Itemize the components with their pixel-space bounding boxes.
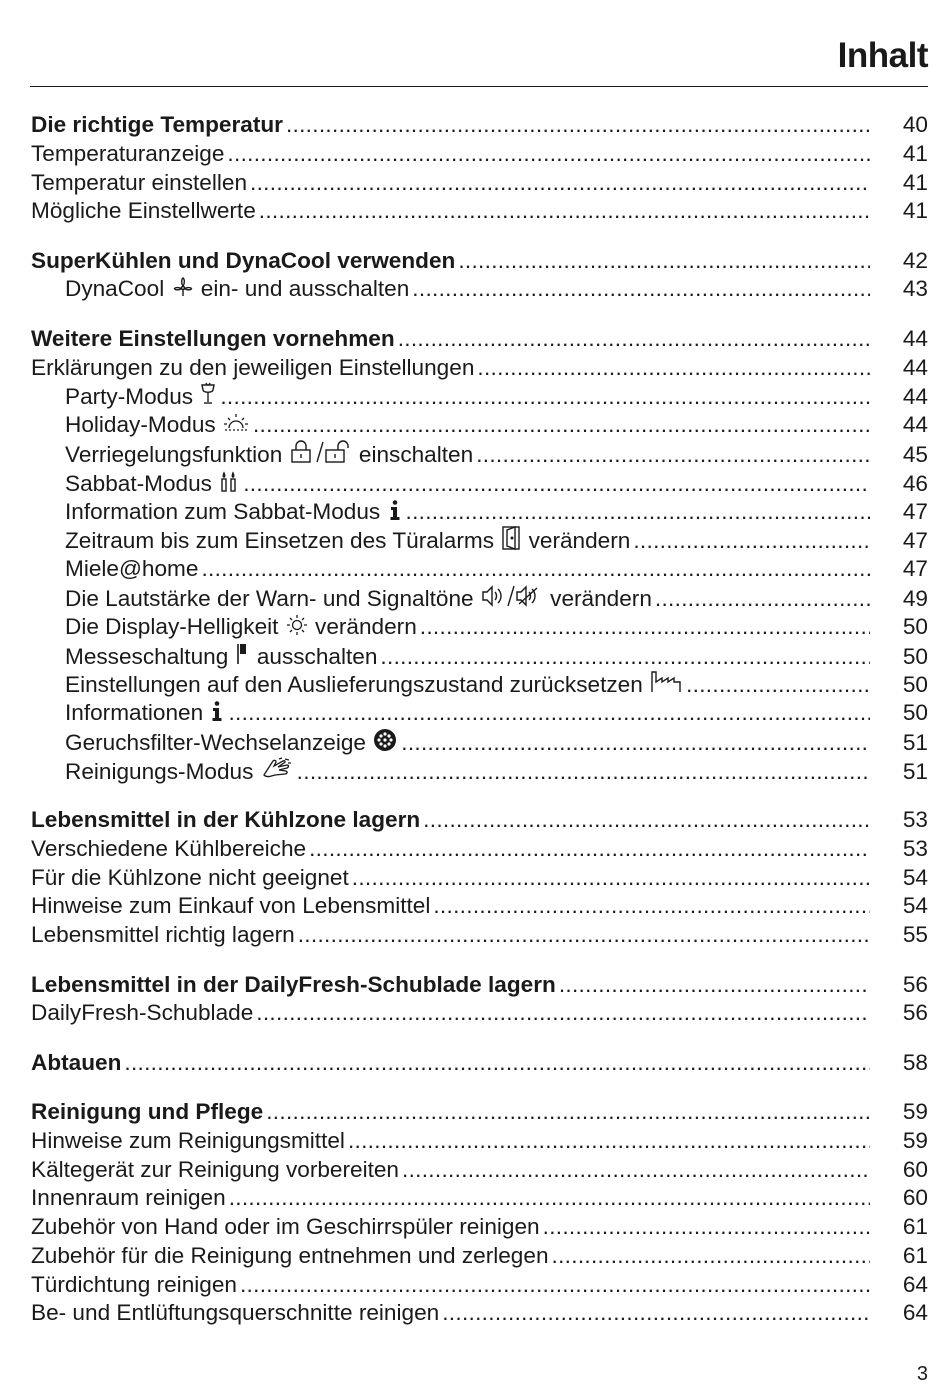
dot-leader	[633, 527, 870, 556]
toc-entry-label	[65, 498, 403, 529]
toc-entry-text: Innenraum reinigen	[31, 1185, 226, 1211]
brightness-icon	[286, 614, 308, 644]
toc-entry-text: Verschiedene Kühlbereiche	[31, 835, 307, 861]
lock-unlock-icon	[290, 440, 352, 472]
toc-entry-label	[31, 892, 430, 921]
toc-entry-label	[65, 440, 473, 472]
toc-entry-text: Reinigung und Pflege	[31, 1098, 264, 1124]
toc-entry-text-suffix: einschalten	[358, 441, 474, 467]
toc-entry-text: Temperaturanzeige	[31, 140, 225, 166]
toc-entry-text: Information zum Sabbat-Modus	[65, 498, 381, 524]
dot-leader	[686, 671, 870, 700]
page-header	[30, 30, 928, 87]
toc-entry[interactable]	[31, 1184, 928, 1213]
demo-mode-icon	[236, 642, 250, 674]
dot-leader	[227, 140, 870, 169]
toc-entry-text: Abtauen	[31, 1049, 122, 1075]
toc-entry-label	[65, 469, 240, 501]
toc-entry-label	[31, 921, 295, 950]
toc-page-number: 49	[902, 585, 928, 611]
toc-entry-text: Erklärungen zu den jeweiligen Einstellungen	[31, 354, 475, 380]
toc-section	[31, 247, 928, 305]
toc-section	[31, 325, 928, 786]
toc-entry[interactable]	[31, 1156, 928, 1185]
toc-chapter[interactable]	[31, 111, 928, 140]
dot-leader	[477, 354, 870, 383]
toc-entry[interactable]	[31, 382, 928, 411]
dot-leader	[228, 699, 870, 728]
toc-page-number: 47	[902, 556, 928, 582]
toc-entry-text: Holiday-Modus	[65, 412, 216, 438]
toc-entry-text: Mögliche Einstellwerte	[31, 198, 256, 224]
toc-entry[interactable]	[31, 140, 928, 169]
toc-page-number: 50	[902, 643, 928, 669]
dot-leader	[398, 325, 870, 354]
toc-page-number: 44	[902, 325, 928, 351]
toc-entry-label	[31, 1098, 263, 1127]
toc-page-number: 41	[902, 198, 928, 224]
toc-entry-label	[65, 382, 217, 414]
dot-leader	[433, 892, 870, 921]
toc-entry[interactable]	[31, 642, 928, 671]
toc-entry[interactable]	[31, 169, 928, 198]
dot-leader	[348, 1127, 870, 1156]
page-number: 3	[916, 1363, 928, 1385]
toc-page-number: 64	[902, 1271, 928, 1297]
toc-entry-text-suffix: ausschalten	[256, 643, 378, 669]
toc-page-number: 44	[902, 354, 928, 380]
toc-entry[interactable]	[31, 498, 928, 527]
toc-entry-text: Kältegerät zur Reinigung vorbereiten	[31, 1156, 399, 1182]
dot-leader	[220, 383, 870, 412]
toc-entry[interactable]	[31, 999, 928, 1028]
toc-section	[31, 1098, 928, 1328]
toc-entry-text: Lebensmittel in der DailyFresh-Schublade lagern	[31, 971, 556, 997]
toc-entry-text: Hinweise zum Reinigungsmittel	[31, 1127, 345, 1153]
toc-entry-label	[31, 999, 253, 1028]
toc-page-number: 56	[902, 971, 928, 997]
toc-chapter[interactable]	[31, 1098, 928, 1127]
toc-entry-text: Zeitraum bis zum Einsetzen des Türalarms	[65, 528, 495, 554]
door-icon	[501, 526, 521, 558]
toc-page-number: 56	[902, 1000, 928, 1026]
odour-filter-icon	[373, 728, 397, 760]
toc-entry-text-suffix: verändern	[528, 528, 631, 554]
toc-page-number: 61	[902, 1214, 928, 1240]
toc-page-number: 41	[902, 140, 928, 166]
toc-entry-text: Hinweise zum Einkauf von Lebensmittel	[31, 893, 431, 919]
holiday-sun-icon	[223, 412, 249, 442]
toc-entry[interactable]	[31, 1127, 928, 1156]
toc-entry-text: Reinigungs-Modus	[65, 758, 254, 784]
toc-entry-label	[31, 325, 395, 354]
toc-page-number: 44	[902, 384, 928, 410]
toc-entry-text: Sabbat-Modus	[65, 470, 212, 496]
toc-entry-label	[31, 197, 256, 226]
dot-leader	[253, 411, 870, 440]
dot-leader	[286, 111, 870, 140]
toc-entry-label	[31, 1213, 540, 1242]
dot-leader	[201, 555, 870, 584]
toc-entry-text: Zubehör für die Reinigung entnehmen und zerlegen	[31, 1242, 549, 1268]
toc-page-number: 58	[902, 1049, 928, 1075]
toc-section	[31, 971, 928, 1029]
toc-page-number: 47	[902, 528, 928, 554]
toc-page-number: 59	[902, 1127, 928, 1153]
toc-entry-text-suffix: ein- und ausschalten	[200, 276, 410, 302]
toc-page-number: 59	[902, 1098, 928, 1124]
toc-entry[interactable]	[31, 275, 928, 304]
toc-entry[interactable]	[31, 197, 928, 226]
toc-entry-text: Für die Kühlzone nicht geeignet	[31, 864, 349, 890]
toc-entry[interactable]	[31, 613, 928, 642]
table-of-contents	[31, 111, 928, 1349]
toc-page-number: 40	[902, 112, 928, 137]
toc-entry-text: Geruchsfilter-Wechselanzeige	[65, 729, 366, 755]
dot-leader	[256, 999, 870, 1028]
toc-page-number: 50	[902, 700, 928, 726]
toc-entry-label	[31, 1127, 345, 1156]
toc-entry-label	[31, 354, 474, 383]
toc-entry-label	[31, 1271, 237, 1300]
toc-entry-label	[31, 140, 224, 169]
dot-leader	[259, 197, 870, 226]
toc-entry-text-suffix: verändern	[315, 613, 417, 639]
toc-entry[interactable]	[31, 1242, 928, 1271]
toc-chapter[interactable]	[31, 247, 928, 276]
toc-entry[interactable]	[31, 864, 928, 893]
dot-leader	[401, 729, 870, 758]
dot-leader	[552, 1242, 870, 1271]
toc-entry-label	[65, 699, 225, 730]
sabbath-candles-icon	[219, 469, 239, 501]
dot-leader	[420, 613, 870, 642]
toc-entry[interactable]	[31, 1271, 928, 1300]
toc-entry-text: Temperatur einstellen	[31, 169, 248, 195]
toc-page-number: 45	[902, 441, 928, 467]
toc-entry-label	[31, 971, 556, 1000]
toc-page-number: 44	[902, 412, 928, 438]
toc-chapter[interactable]	[31, 806, 928, 835]
toc-entry[interactable]	[31, 354, 928, 383]
toc-entry-text: Die Lautstärke der Warn- und Signaltöne	[65, 585, 474, 611]
toc-entry[interactable]	[31, 555, 928, 584]
toc-entry[interactable]	[31, 1299, 928, 1328]
toc-page-number: 54	[902, 864, 928, 890]
toc-entry-text: Lebensmittel in der Kühlzone lagern	[31, 807, 421, 833]
dot-leader	[243, 470, 870, 499]
cleaning-hand-icon	[261, 757, 293, 789]
toc-entry-label	[65, 526, 630, 558]
toc-entry-text: Die Display-Helligkeit	[65, 613, 279, 639]
toc-entry-label	[65, 555, 198, 584]
dot-leader	[458, 247, 870, 276]
toc-chapter[interactable]	[31, 971, 928, 1000]
toc-entry-text: DailyFresh-Schublade	[31, 1000, 254, 1026]
factory-icon	[650, 670, 682, 702]
toc-entry-text: Verriegelungsfunktion	[65, 441, 283, 467]
toc-entry[interactable]	[31, 584, 928, 613]
party-glass-icon	[200, 382, 216, 414]
dot-leader	[266, 1098, 870, 1127]
toc-entry-label	[31, 1242, 549, 1271]
toc-entry-label	[31, 247, 455, 276]
toc-page-number: 41	[902, 169, 928, 195]
dot-leader	[250, 169, 870, 198]
toc-page-number: 43	[902, 276, 928, 302]
toc-entry-label	[31, 1156, 399, 1185]
toc-entry[interactable]	[31, 526, 928, 555]
dot-leader	[240, 1271, 870, 1300]
toc-entry[interactable]	[31, 1213, 928, 1242]
toc-entry-text: Türdichtung reinigen	[31, 1271, 237, 1297]
toc-page-number: 55	[902, 922, 928, 948]
toc-entry-label	[65, 411, 250, 442]
volume-mute-icon	[481, 584, 543, 616]
dot-leader	[402, 1156, 870, 1185]
dot-leader	[559, 971, 870, 1000]
toc-entry-text: Messeschaltung	[65, 643, 229, 669]
toc-entry-text: Be- und Entlüftungsquerschnitte reinigen	[31, 1300, 440, 1326]
toc-entry-text: Lebensmittel richtig lagern	[31, 922, 295, 948]
toc-entry[interactable]	[31, 670, 928, 699]
dot-leader	[229, 1184, 870, 1213]
toc-page-number: 46	[902, 470, 928, 496]
toc-entry-label	[65, 757, 294, 789]
toc-entry-label	[65, 584, 652, 616]
dot-leader	[124, 1049, 870, 1078]
toc-page-number: 60	[902, 1156, 928, 1182]
toc-page-number: 50	[902, 613, 928, 639]
toc-entry[interactable]	[31, 757, 928, 786]
toc-entry-label	[65, 275, 409, 306]
toc-entry-label	[31, 1299, 439, 1328]
toc-page-number: 60	[902, 1185, 928, 1211]
toc-entry-text: Miele@home	[65, 556, 199, 582]
toc-entry-label	[31, 864, 349, 893]
toc-entry-text: Die richtige Temperatur	[31, 112, 283, 137]
toc-page-number: 61	[902, 1242, 928, 1268]
toc-page-number: 42	[902, 247, 928, 273]
toc-entry-label	[31, 1184, 226, 1213]
toc-entry-text: DynaCool	[65, 276, 165, 302]
dot-leader	[352, 864, 870, 893]
toc-entry[interactable]	[31, 728, 928, 757]
toc-page-number: 53	[902, 807, 928, 833]
toc-entry-label	[31, 1049, 121, 1078]
toc-entry-label	[31, 111, 283, 140]
dot-leader	[412, 275, 870, 304]
dot-leader	[297, 758, 870, 787]
toc-entry-text: Party-Modus	[65, 384, 194, 410]
toc-page-number: 53	[902, 835, 928, 861]
toc-entry-text: Informationen	[65, 700, 204, 726]
toc-entry-text: Weitere Einstellungen vornehmen	[31, 325, 395, 351]
toc-entry[interactable]	[31, 892, 928, 921]
dot-leader	[655, 585, 870, 614]
dot-leader	[406, 498, 871, 527]
toc-entry[interactable]	[31, 440, 928, 469]
toc-entry-label	[65, 670, 683, 702]
toc-entry-text: Zubehör von Hand oder im Geschirrspüler reinigen	[31, 1214, 540, 1240]
toc-entry-label	[31, 169, 247, 198]
toc-entry[interactable]	[31, 469, 928, 498]
toc-entry-label	[31, 806, 420, 835]
info-icon	[210, 700, 224, 730]
toc-entry-label	[65, 728, 398, 760]
dot-leader	[298, 921, 870, 950]
toc-page-number: 51	[902, 758, 928, 784]
toc-page-number: 64	[902, 1300, 928, 1326]
dot-leader	[442, 1299, 870, 1328]
toc-entry[interactable]	[31, 411, 928, 440]
info-icon	[388, 499, 402, 529]
page-title: Inhalt	[837, 36, 928, 75]
toc-chapter[interactable]	[31, 1049, 928, 1078]
toc-section	[31, 806, 928, 950]
dot-leader	[476, 441, 870, 470]
toc-entry-text: SuperKühlen und DynaCool verwenden	[31, 247, 456, 273]
toc-page-number: 47	[902, 498, 928, 524]
toc-section	[31, 1049, 928, 1078]
dot-leader	[423, 806, 870, 835]
toc-page-number: 50	[902, 672, 928, 698]
toc-entry-label	[65, 613, 417, 644]
toc-section	[31, 111, 928, 226]
fan-icon	[172, 276, 194, 306]
toc-chapter[interactable]	[31, 325, 928, 354]
dot-leader	[309, 835, 870, 864]
toc-entry-text: Einstellungen auf den Auslieferungszustand zurücksetzen	[65, 672, 643, 698]
toc-entry[interactable]	[31, 921, 928, 950]
dot-leader	[380, 643, 870, 672]
toc-entry-text-suffix: verändern	[550, 585, 652, 611]
toc-entry-label	[31, 835, 306, 864]
toc-entry[interactable]	[31, 699, 928, 728]
dot-leader	[543, 1213, 870, 1242]
toc-entry[interactable]	[31, 835, 928, 864]
toc-page-number: 54	[902, 893, 928, 919]
toc-entry-label	[65, 642, 377, 674]
toc-page-number: 51	[902, 729, 928, 755]
